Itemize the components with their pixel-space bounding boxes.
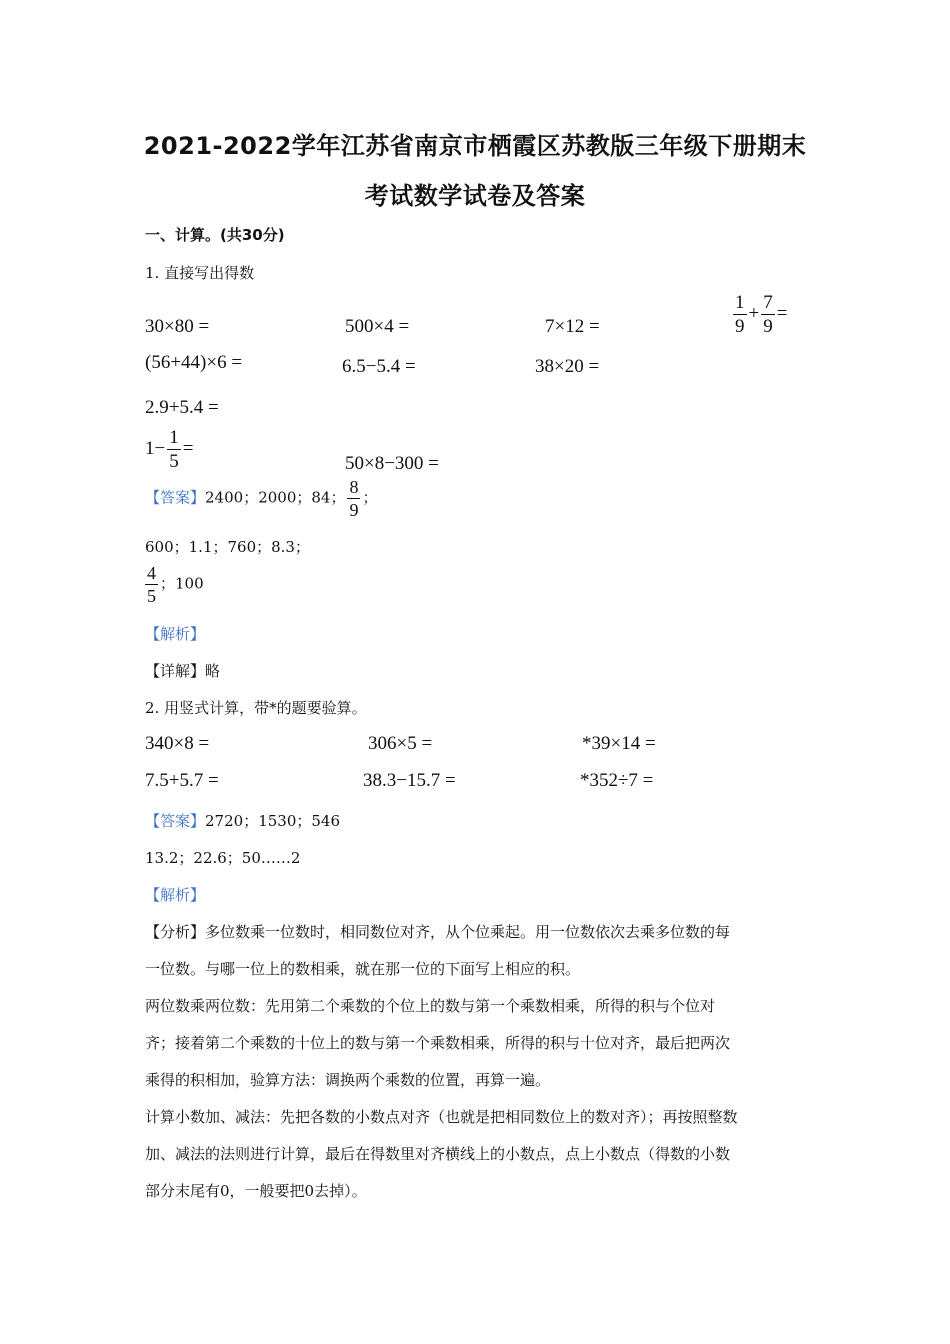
q1-item-f: 6.5−5.4 =: [342, 356, 416, 377]
fraction: $\frac{1}{9}$: [735, 292, 745, 337]
section-heading: 一、计算。(共30分): [145, 226, 285, 244]
analysis-line: 部分末尾有0，一般要把0去掉）。: [145, 1182, 367, 1200]
q1-answer-line2: 600；1.1；760；8.3；: [145, 538, 310, 556]
analysis-line: 计算小数加、减法：先把各数的小数点对齐（也就是把相同数位上的数对齐）；再按照整数: [145, 1108, 738, 1126]
q1-item-h: 2.9+5.4 =: [145, 397, 219, 418]
q2-item-b: 306×5 =: [368, 733, 433, 754]
document-title-line2: 考试数学试卷及答案: [364, 182, 586, 210]
analysis-line: 两位数乘两位数：先用第二个乘数的个位上的数与第一个乘数相乘，所得的积与个位对: [145, 997, 716, 1015]
fraction: $\frac{4}{5}$: [147, 563, 156, 606]
q1-answer-line3: $\frac{4}{5}$ ；100: [147, 563, 204, 606]
q1-analysis-label: 【解析】: [145, 625, 206, 643]
q1-item-j: 50×8−300 =: [345, 453, 439, 474]
q2-answer-line2: 13.2；22.6；50……2: [145, 849, 301, 867]
q1-detail: 【详解】略: [145, 662, 221, 680]
question-2-prompt: 2. 用竖式计算，带*的题要验算。: [145, 699, 367, 717]
q1-item-b: 500×4 =: [345, 316, 410, 337]
q2-answer: 【答案】2720；1530；546: [145, 812, 340, 830]
q1-item-e: (56+44)×6 =: [145, 352, 243, 373]
q1-item-a: 30×80 =: [145, 316, 210, 337]
q2-item-f: *352÷7 =: [580, 770, 654, 791]
document-title-line1: 2021-2022学年江苏省南京市栖霞区苏教版三年级下册期末: [143, 132, 807, 160]
answer-label: 【答案】: [145, 812, 206, 830]
q1-item-g: 38×20 =: [535, 356, 600, 377]
analysis-line: 齐；接着第二个乘数的十位上的数与第一个乘数相乘，所得的积与十位对齐，最后把两次: [145, 1034, 731, 1052]
q1-answer: 【答案】2400；2000；84； $\frac{8}{9}$ ；: [145, 477, 378, 520]
q2-item-e: 38.3−15.7 =: [363, 770, 456, 791]
analysis-line: 【分析】多位数乘一位数时，相同数位对齐，从个位乘起。用一位数依次去乘多位数的每: [145, 923, 731, 941]
q2-item-d: 7.5+5.7 =: [145, 770, 219, 791]
q1-item-c: 7×12 =: [545, 316, 600, 337]
fraction: $\frac{8}{9}$: [349, 477, 359, 520]
analysis-line: 加、减法的法则进行计算，最后在得数里对齐横线上的小数点，点上小数点（得数的小数: [145, 1145, 731, 1163]
q2-item-c: *39×14 =: [582, 733, 656, 754]
fraction: $\frac{7}{9}$: [763, 292, 773, 337]
fraction: $\frac{1}{5}$: [169, 427, 179, 472]
q1-item-i: 1− $\frac{1}{5}$ =: [145, 427, 194, 472]
question-1-prompt: 1. 直接写出得数: [145, 264, 255, 282]
q2-item-a: 340×8 =: [145, 733, 210, 754]
analysis-line: 一位数。与哪一位上的数相乘，就在那一位的下面写上相应的积。: [145, 960, 581, 978]
answer-label: 【答案】: [145, 488, 206, 507]
q1-item-d: $\frac{1}{9}$ + $\frac{7}{9}$ =: [735, 292, 788, 337]
analysis-line: 乘得的积相加，验算方法：调换两个乘数的位置，再算一遍。: [145, 1071, 551, 1089]
q2-analysis-label: 【解析】: [145, 886, 206, 904]
